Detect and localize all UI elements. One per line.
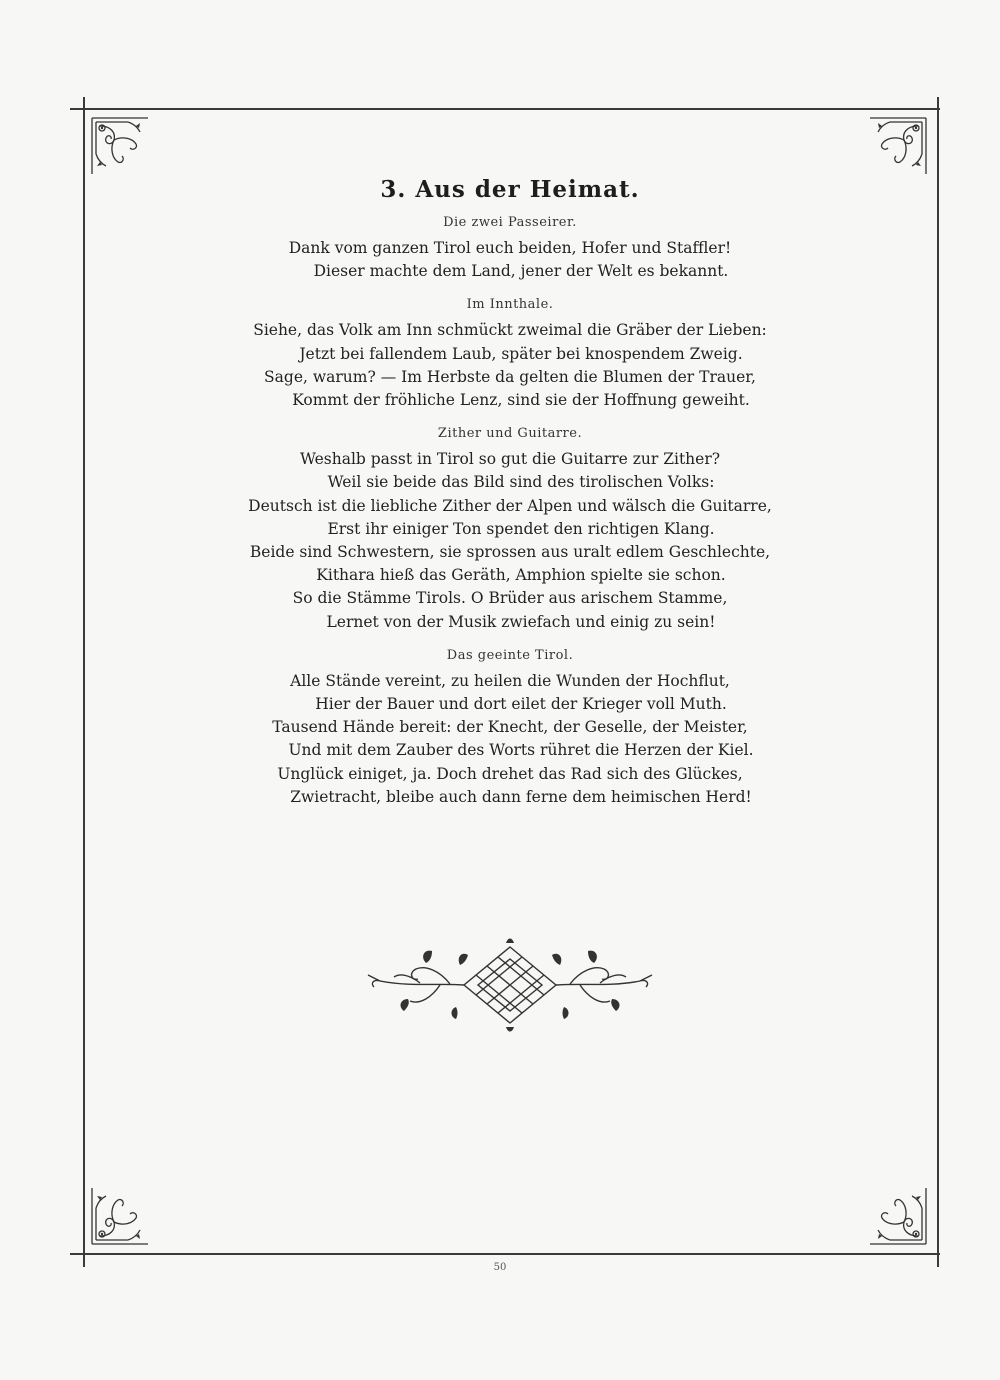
section-heading: Im Innthale. (466, 297, 554, 313)
poem-section-innthale (150, 295, 870, 412)
verse-line: Kithara hieß das Geräth, Amphion spielte sie schon. (316, 566, 726, 585)
corner-flourish-icon (866, 114, 930, 178)
verse-line: Lernet von der Musik zwiefach und einig zu sein! (326, 612, 716, 631)
verse-line: Unglück einiget, ja. Doch drehet das Rad sich des Glückes, (277, 764, 743, 783)
verse-line: Weil sie beide das Bild sind des tirolischen Volks: (327, 473, 715, 492)
verse-line: Deutsch ist die liebliche Zither der Alpen und wälsch die Guitarre, (248, 496, 772, 515)
verse-line: Siehe, das Volk am Inn schmückt zweimal die Gräber der Lieben: (253, 321, 767, 340)
verse-line: Weshalb passt in Tirol so gut die Guitarre zur Zither? (299, 450, 721, 469)
verse-line: Beide sind Schwestern, sie sprossen aus uralt edlem Geschlechte, (249, 543, 771, 562)
corner-flourish-icon (866, 1184, 930, 1248)
verse-line: Und mit dem Zauber des Worts rühret die Herzen der Kiel. (288, 741, 754, 760)
verse-line: Alle Stände vereint, zu heilen die Wunden der Hochflut, (290, 671, 730, 690)
verse-line: Jetzt bei fallendem Laub, später bei knospendem Zweig. (299, 344, 743, 363)
corner-flourish-icon (88, 1184, 152, 1248)
frame-right-line (937, 97, 939, 1267)
page-number: 50 (493, 1262, 507, 1273)
verse-line: Sage, warum? — Im Herbste da gelten die Blumen der Trauer, (264, 367, 756, 386)
poem-section-tirol (150, 646, 870, 809)
frame-bottom-line (70, 1253, 940, 1255)
verse-line: Tausend Hände bereit: der Knecht, der Geselle, der Meister, (272, 718, 748, 737)
floral-lattice-ornament-icon (360, 935, 660, 1035)
verse-line: Dieser machte dem Land, jener der Welt es bekannt. (313, 262, 729, 281)
verse-line: Zwietracht, bleibe auch dann ferne dem heimischen Herd! (290, 787, 752, 806)
frame-left-line (83, 97, 85, 1267)
verse-line: Kommt der fröhliche Lenz, sind sie der Hoffnung geweiht. (292, 391, 750, 410)
section-heading: Die zwei Passeirer. (443, 215, 577, 230)
verse-line: So die Stämme Tirols. O Brüder aus arischem Stamme, (292, 589, 728, 608)
poem-section-passeirer (150, 213, 870, 283)
corner-flourish-icon (88, 114, 152, 178)
verse-line: Erst ihr einiger Ton spendet den richtigen Klang. (327, 519, 715, 538)
page-title: 3. Aus der Heimat. (380, 176, 640, 203)
poem-section-zither (150, 424, 870, 634)
verse-line: Hier der Bauer und dort eilet der Krieger voll Muth. (315, 695, 727, 714)
poem-block (150, 176, 870, 821)
frame-top-line (70, 108, 940, 110)
verse-line: Dank vom ganzen Tirol euch beiden, Hofer und Staffler! (288, 239, 732, 257)
section-heading: Das geeinte Tirol. (446, 647, 574, 663)
section-heading: Zither und Guitarre. (437, 426, 583, 442)
